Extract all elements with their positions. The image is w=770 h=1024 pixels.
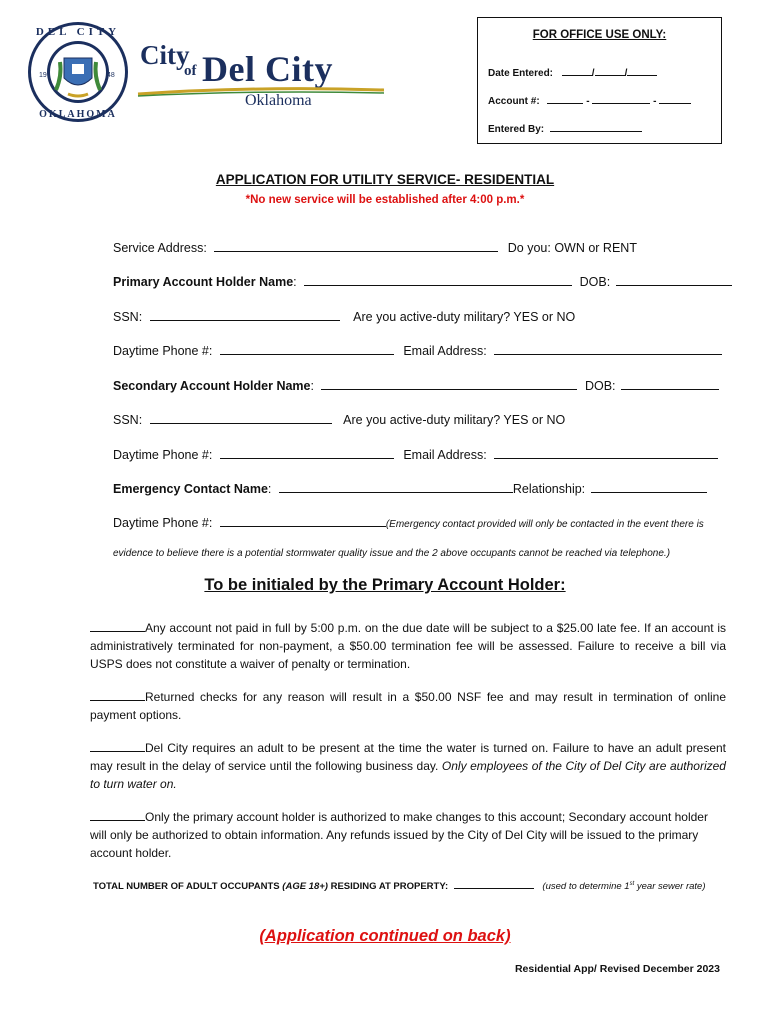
primary-email-field[interactable]: [494, 342, 722, 355]
primary-email-label: Email Address:: [403, 344, 487, 358]
date-entered-label: Date Entered:: [488, 68, 554, 79]
emergency-contact-colon: :: [267, 482, 272, 496]
occupants-note-sup: st: [629, 880, 635, 887]
secondary-phone-field[interactable]: [220, 446, 394, 459]
primary-holder-row: [113, 273, 732, 289]
primary-military-label: Are you active-duty military? YES or NO: [353, 310, 576, 324]
emergency-note-line1: (Emergency contact provided will only be contacted in the event there is: [385, 519, 704, 530]
logo-city-word: City: [140, 40, 190, 70]
occupants-label-2: RESIDING AT PROPERTY:: [327, 881, 449, 892]
entered-by-row: [488, 119, 642, 135]
initials-paragraph-adult-present: [90, 739, 726, 793]
application-title: APPLICATION FOR UTILITY SERVICE- RESIDENTIAL: [215, 172, 555, 187]
date-entered-row: Date Entered: / /: [488, 63, 657, 79]
date-entered-day-field[interactable]: [595, 63, 625, 76]
secondary-ssn-field[interactable]: [150, 411, 332, 424]
emergency-phone-row: [113, 514, 704, 530]
account-number-row: Account #: - -: [488, 91, 691, 107]
secondary-holder-colon: :: [310, 379, 314, 393]
secondary-dob-field[interactable]: [621, 377, 719, 390]
initials-field-account-changes[interactable]: [90, 808, 145, 821]
primary-dob-field[interactable]: [616, 273, 732, 286]
primary-holder-colon: :: [293, 275, 297, 289]
entered-by-field[interactable]: [550, 119, 642, 132]
date-entered-month-field[interactable]: [562, 63, 592, 76]
seal-left-num: 19: [39, 72, 47, 79]
service-address-row: [113, 239, 637, 255]
seal-top-text: DEL CITY: [35, 26, 121, 38]
emergency-phone-label: Daytime Phone #:: [113, 516, 213, 530]
office-use-box: [477, 17, 722, 144]
secondary-military-label: Are you active-duty military? YES or NO: [343, 413, 566, 427]
account-number-label: Account #:: [488, 96, 540, 107]
initials-paragraph-nsf: [90, 688, 726, 724]
occupants-label-age: (AGE 18+): [282, 881, 328, 892]
primary-phone-row: [113, 342, 722, 358]
primary-ssn-row: [113, 308, 575, 324]
continued-on-back: (Application continued on back): [259, 927, 511, 945]
primary-phone-field[interactable]: [220, 342, 394, 355]
account-number-part3-field[interactable]: [659, 91, 691, 104]
initials-field-late-fee[interactable]: [90, 619, 145, 632]
secondary-holder-row: [113, 377, 719, 393]
date-entered-year-field[interactable]: [627, 63, 657, 76]
application-subtitle: *No new service will be established after 4:00 p.m.*: [245, 194, 525, 206]
secondary-phone-label: Daytime Phone #:: [113, 448, 213, 462]
initials-paragraph-late-fee: [90, 619, 726, 673]
emergency-contact-label: Emergency Contact Name: [113, 482, 268, 496]
emergency-phone-field[interactable]: [220, 514, 386, 527]
logo-oklahoma: Oklahoma: [245, 92, 312, 109]
primary-phone-label: Daytime Phone #:: [113, 344, 213, 358]
adult-occupants-field[interactable]: [454, 878, 534, 889]
service-address-label: Service Address:: [113, 241, 207, 255]
occupants-label-1: TOTAL NUMBER OF ADULT OCCUPANTS: [93, 881, 283, 892]
occupants-note-2: year sewer rate): [634, 881, 706, 892]
primary-ssn-label: SSN:: [113, 310, 143, 324]
initials-section-title: To be initialed by the Primary Account Holder:: [204, 576, 566, 594]
relationship-label: Relationship:: [512, 482, 586, 496]
occupants-note-1: (used to determine 1: [542, 881, 630, 892]
office-use-title: FOR OFFICE USE ONLY:: [532, 29, 667, 41]
entered-by-label: Entered By:: [488, 124, 545, 135]
occupants-note: [542, 881, 705, 892]
secondary-phone-row: [113, 446, 718, 462]
adult-present-text: Del City requires an adult to be present at the time the water is turned on. Failure to have an adult present may result in the delay of service until the following business day.: [90, 741, 726, 773]
seal-right-num: 48: [107, 72, 115, 79]
emergency-contact-name-field[interactable]: [279, 480, 513, 493]
adult-present-italic-text: Only employees of the City of Del City are authorized to turn water on.: [90, 759, 726, 791]
seal-bottom-text: OKLAHOMA: [39, 109, 117, 120]
secondary-holder-name-field[interactable]: [321, 377, 577, 390]
initials-field-nsf[interactable]: [90, 688, 145, 701]
primary-holder-label: Primary Account Holder Name: [113, 275, 294, 289]
service-address-field[interactable]: [214, 239, 498, 252]
emergency-contact-row: [113, 480, 707, 496]
initials-field-adult-present[interactable]: [90, 739, 145, 752]
late-fee-text: Any account not paid in full by 5:00 p.m. on the due date will be subject to a $25.00 late fee. If an account is administratively terminated for non-payment, a $50.00 termination fee will be assessed. Failure to receive a bill via USPS does not constitute a waiver of penalty or termination.: [90, 621, 726, 671]
primary-ssn-field[interactable]: [150, 308, 340, 321]
account-changes-text: Only the primary account holder is authorized to make changes to this account; Secondary account holder will only be authorized to obtain information. Any refunds issued by the City of Del City will be issued to the primary account holder.: [90, 810, 708, 860]
primary-dob-label: DOB:: [579, 275, 611, 289]
primary-holder-name-field[interactable]: [304, 273, 572, 286]
secondary-email-label: Email Address:: [403, 448, 487, 462]
logo-del-city: Del City: [202, 49, 333, 89]
logo-of-word: of: [184, 63, 197, 79]
account-number-part1-field[interactable]: [547, 91, 583, 104]
own-rent-label: Do you: OWN or RENT: [507, 241, 637, 255]
nsf-text: Returned checks for any reason will result in a $50.00 NSF fee and may result in termination of online payment options.: [90, 690, 726, 722]
adult-occupants-row: [93, 878, 706, 892]
relationship-field[interactable]: [591, 480, 707, 493]
initials-paragraph-account-changes: [90, 808, 726, 862]
revision-footer: Residential App/ Revised December 2023: [514, 963, 720, 975]
city-seal: [26, 20, 130, 124]
secondary-ssn-label: SSN:: [113, 413, 143, 427]
emergency-note-line2: evidence to believe there is a potential stormwater quality issue and the 2 above occupants cannot be reached via telephone.): [113, 548, 671, 559]
secondary-dob-label: DOB:: [584, 379, 616, 393]
account-number-part2-field[interactable]: [592, 91, 650, 104]
secondary-ssn-row: [113, 411, 565, 427]
secondary-holder-label: Secondary Account Holder Name: [113, 379, 311, 393]
secondary-email-field[interactable]: [494, 446, 718, 459]
